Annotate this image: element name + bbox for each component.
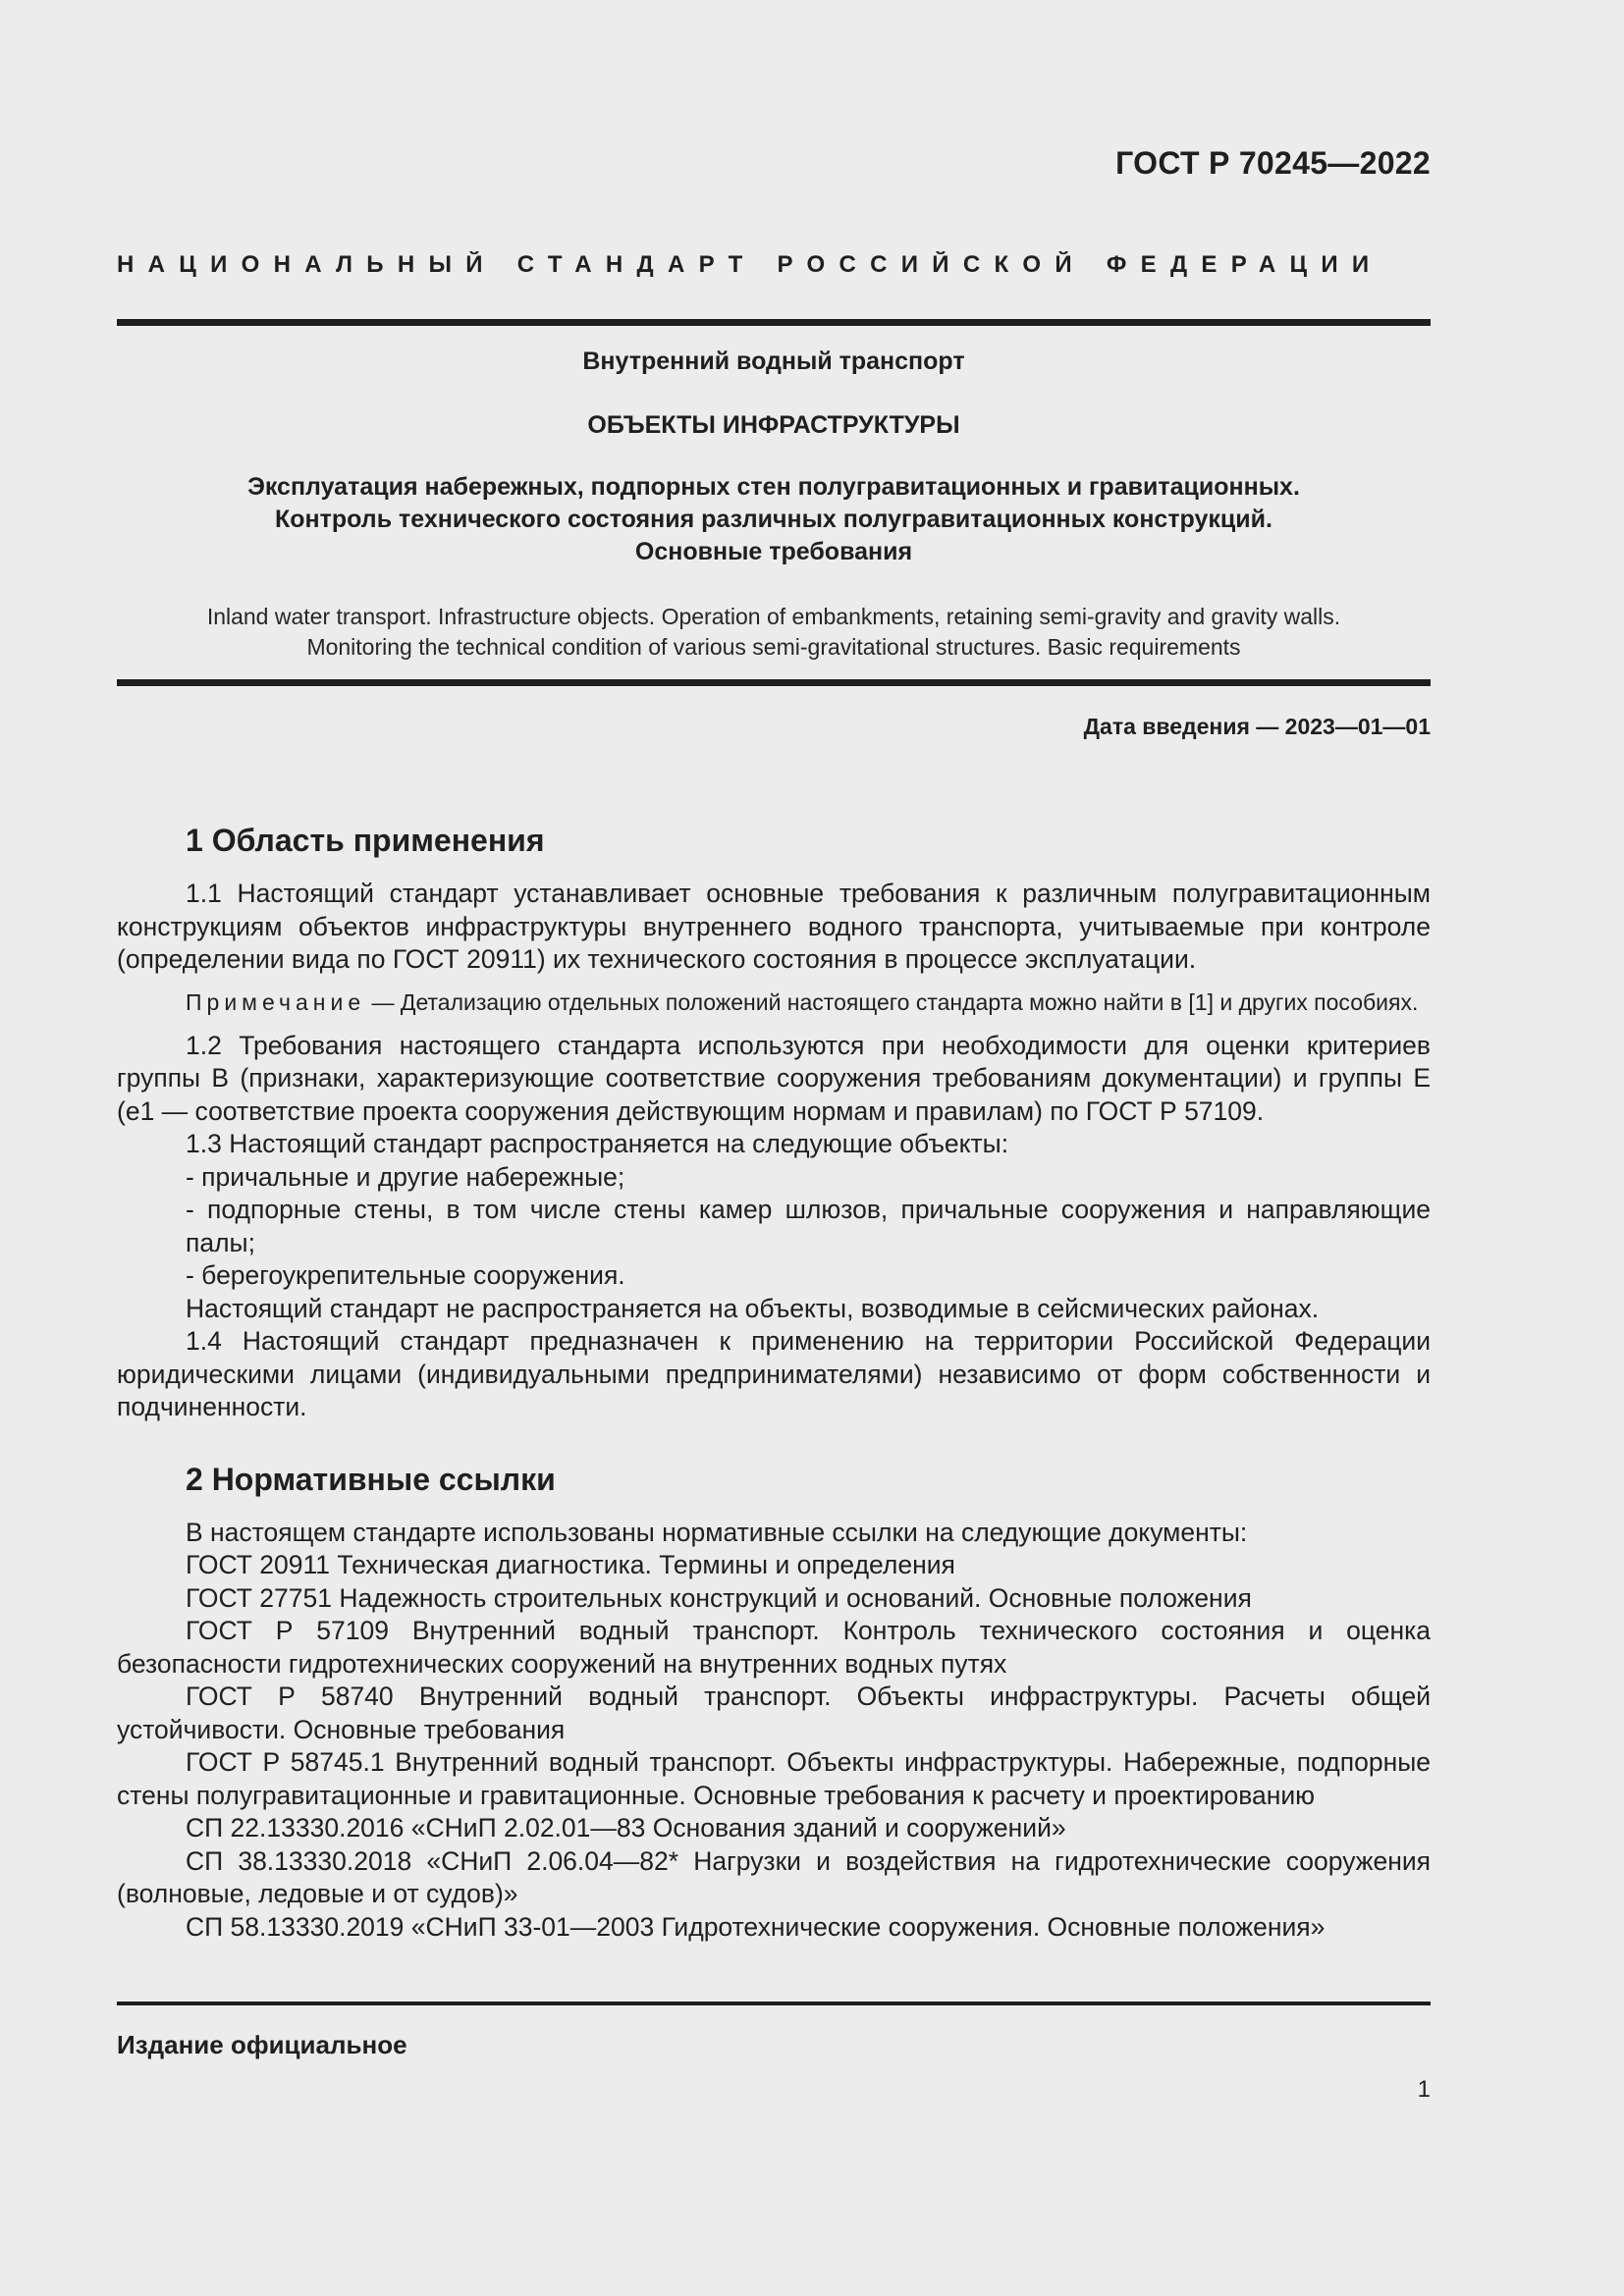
reference-item: СП 22.13330.2016 «СНиП 2.02.01—83 Основания зданий и сооружений»: [186, 1813, 1066, 1842]
title-main: [117, 471, 1431, 568]
title-main-line3: Основные требования: [634, 538, 913, 565]
list-item: - берегоукрепительные сооружения.: [186, 1260, 625, 1290]
title-main-line1: Эксплуатация набережных, подпорных стен полугравитационных и гравитационных.: [247, 473, 1300, 501]
reference-item: ГОСТ Р 57109 Внутренний водный транспорт. Контроль технического состояния и оценка безопасности гидротехнических сооружений на внутренних водных путях: [117, 1616, 1431, 1679]
note: [117, 988, 1431, 1016]
reference-item: ГОСТ 27751 Надежность строительных конструкций и оснований. Основные положения: [186, 1582, 1252, 1613]
top-divider: [117, 319, 1431, 326]
national-standard-banner: НАЦИОНАЛЬНЫЙ СТАНДАРТ РОССИЙСКОЙ ФЕДЕРАЦИИ: [117, 251, 1383, 278]
section2-heading: 2 Нормативные ссылки: [186, 1461, 556, 1497]
section1-heading: 1 Область применения: [186, 823, 545, 858]
paragraph-1-4: 1.4 Настоящий стандарт предназначен к применению на территории Российской Федерации юридическими лицами (индивидуальными предпринимателями) независимо от форм собственности и подчиненности.: [117, 1326, 1431, 1421]
note-label: Примечание: [186, 988, 366, 1015]
paragraph-1-1: 1.1 Настоящий стандарт устанавливает основные требования к различным полугравитационным конструкциям объектов инфраструктуры внутреннего водного транспорта, учитываемые при контроле (определении вида по ГОСТ 20911) их технического состояния в процессе эксплуатации.: [117, 879, 1431, 974]
reference-item: СП 38.13330.2018 «СНиП 2.06.04—82* Нагрузки и воздействия на гидротехнические сооружения (волновые, ледовые и от судов)»: [117, 1845, 1431, 1908]
reference-item: ГОСТ Р 58740 Внутренний водный транспорт. Объекты инфраструктуры. Расчеты общей устойчивости. Основные требования: [117, 1682, 1431, 1744]
paragraph-1-3: 1.3 Настоящий стандарт распространяется на следующие объекты:: [186, 1129, 1009, 1158]
list-item: - подпорные стены, в том числе стены камер шлюзов, причальные сооружения и направляющие палы;: [186, 1195, 1431, 1257]
page-number: 1: [1417, 2076, 1431, 2103]
reference-item: СП 58.13330.2019 «СНиП 33-01—2003 Гидротехнические сооружения. Основные положения»: [186, 1911, 1326, 1942]
official-edition-label: Издание официальное: [117, 2030, 407, 2059]
date-of-introduction: Дата введения — 2023—01—01: [1083, 714, 1431, 739]
title-object: ОБЪЕКТЫ ИНФРАСТРУКТУРЫ: [587, 411, 960, 439]
paragraph-1-2: 1.2 Требования настоящего стандарта используются при необходимости для оценки критериев группы В (признаки, характеризующие соответствие сооружения требованиям документации) и группы Е (е1 — соответствие проекта сооружения действующим нормам и правилам) по ГОСТ Р 57109.: [117, 1030, 1431, 1126]
title-subject: Внутренний водный транспорт: [582, 347, 965, 375]
reference-item: ГОСТ 20911 Техническая диагностика. Термины и определения: [186, 1550, 955, 1579]
footer-divider: [117, 2002, 1431, 2005]
reference-item: ГОСТ Р 58745.1 Внутренний водный транспорт. Объекты инфраструктуры. Набережные, подпорные стены полугравитационные и гравитационные. Основные требования к расчету и проектированию: [117, 1747, 1431, 1810]
title-english-line1: Inland water transport. Infrastructure objects. Operation of embankments, retaining semi-gravity and gravity walls.: [206, 604, 1341, 629]
list-item: - причальные и другие набережные;: [186, 1161, 625, 1192]
title-bottom-divider: [117, 679, 1431, 686]
paragraph-seismic: Настоящий стандарт не распространяется на объекты, возводимые в сейсмических районах.: [186, 1293, 1320, 1323]
title-english-line2: Monitoring the technical condition of various semi-gravitational structures. Basic requirements: [306, 634, 1241, 660]
title-english: [117, 602, 1431, 663]
document-code: ГОСТ Р 70245—2022: [1115, 145, 1431, 181]
note-text: — Детализацию отдельных положений настоящего стандарта можно найти в [1] и других пособиях.: [365, 988, 1419, 1015]
references-intro: В настоящем стандарте использованы нормативные ссылки на следующие документы:: [186, 1517, 1248, 1547]
title-main-line2: Контроль технического состояния различных полугравитационных конструкций.: [275, 506, 1272, 533]
document-body: [117, 821, 1431, 1944]
